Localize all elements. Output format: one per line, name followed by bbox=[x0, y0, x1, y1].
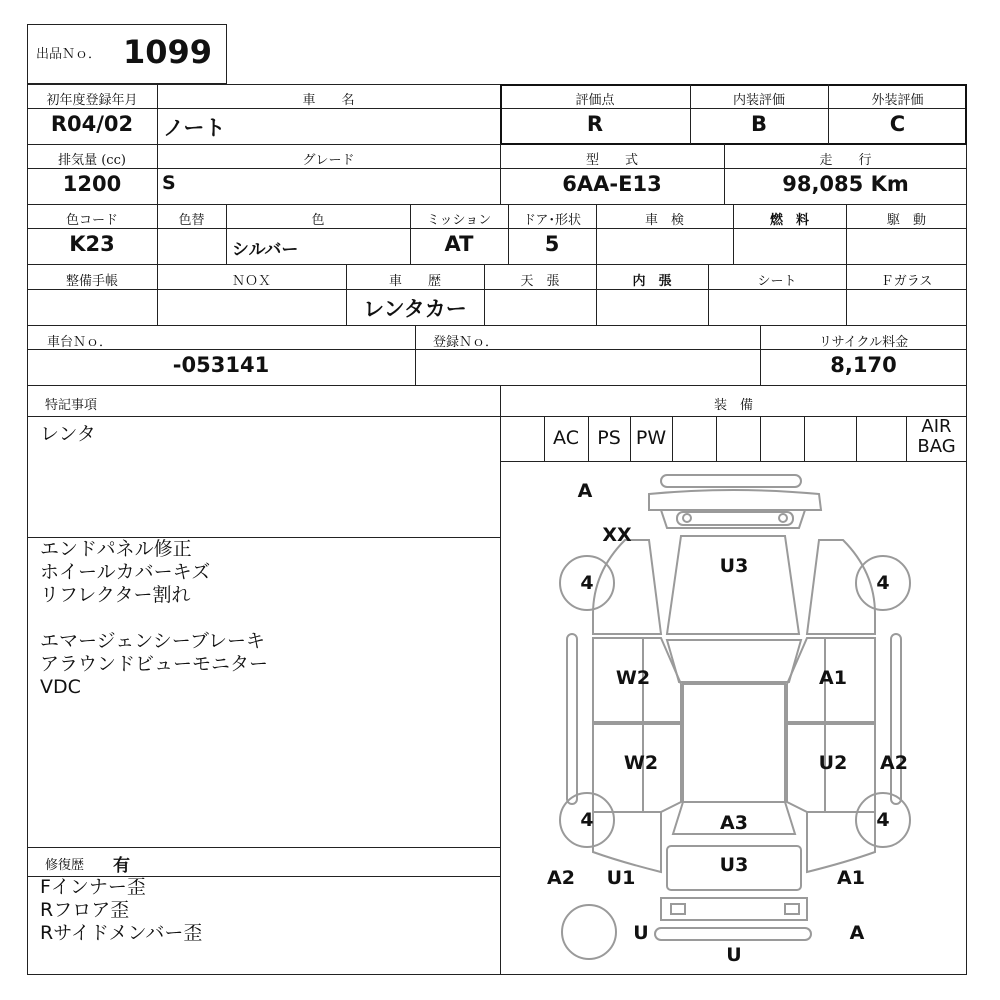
equipment-item: PW bbox=[635, 427, 667, 449]
windshield-shape bbox=[667, 640, 801, 682]
mark-rear-right: A bbox=[849, 922, 865, 944]
grade-value: S bbox=[162, 172, 176, 194]
sill-right-shape bbox=[891, 634, 901, 804]
roof-shape bbox=[683, 684, 785, 802]
grade-label: グレード bbox=[302, 153, 355, 168]
mark-door-r: U2 bbox=[818, 752, 848, 774]
divider bbox=[672, 416, 673, 461]
interior-lining-label: 内 張 bbox=[632, 274, 672, 289]
divider bbox=[27, 264, 967, 265]
mark-spare: U bbox=[633, 922, 649, 944]
seat-label: シート bbox=[757, 274, 797, 289]
divider bbox=[716, 416, 717, 461]
displacement-label: 排気量 (cc) bbox=[58, 153, 126, 168]
rear-light-left bbox=[671, 904, 685, 914]
exterior-value: C bbox=[889, 112, 906, 136]
inspection-label: 車 検 bbox=[644, 213, 684, 228]
divider bbox=[415, 325, 416, 385]
divider bbox=[856, 416, 857, 461]
divider bbox=[27, 168, 967, 169]
score-value: R bbox=[586, 112, 604, 136]
mark-trunk: U3 bbox=[719, 854, 749, 876]
mark-front-panel: XX bbox=[602, 524, 632, 546]
rear-bumper-shape bbox=[655, 928, 811, 940]
history-value: レンタカー bbox=[363, 297, 467, 321]
lot-label: 出品Ｎｏ． bbox=[36, 47, 102, 62]
lot-number: 1099 bbox=[123, 33, 213, 71]
notes-label: 特記事項 bbox=[45, 398, 98, 413]
mileage-label: 走 行 bbox=[819, 153, 872, 168]
door-label: ドア･形状 bbox=[522, 213, 582, 228]
divider bbox=[27, 228, 967, 229]
mileage-value: 98,085 Km bbox=[782, 172, 909, 196]
equipment-item: PS bbox=[597, 427, 621, 449]
mark-quarter-rl: A2 bbox=[547, 867, 575, 889]
front-emblem-shape bbox=[677, 512, 793, 525]
model-label: 型 式 bbox=[585, 153, 638, 168]
mark-rear-bumper: U bbox=[726, 944, 742, 966]
exterior-label: 外装評価 bbox=[871, 93, 924, 108]
color-label: 色 bbox=[311, 213, 325, 228]
displacement-value: 1200 bbox=[62, 172, 122, 196]
maintenance-label: 整備手帳 bbox=[65, 274, 118, 289]
mark-fender-fr: A1 bbox=[819, 667, 847, 689]
mark-tire-rr: 4 bbox=[876, 809, 890, 831]
first-reg-value: R04/02 bbox=[50, 112, 134, 136]
equipment-label: 装 備 bbox=[713, 398, 753, 413]
rear-light-right bbox=[785, 904, 799, 914]
divider bbox=[27, 847, 500, 848]
repair-value: 有 bbox=[113, 856, 130, 876]
interior-label: 内装評価 bbox=[732, 93, 785, 108]
divider bbox=[760, 416, 761, 461]
repair-detail: Fインナー歪 Rフロア歪 Rサイドメンバー歪 bbox=[40, 876, 203, 944]
notes-middle: エンドパネル修正 ホイールカバーキズ リフレクター割れ エマージェンシーブレーキ アラウンドビューモニター VDC bbox=[40, 538, 269, 698]
equipment-item: AC bbox=[553, 427, 579, 449]
car-name-value: ノート bbox=[163, 116, 226, 140]
divider bbox=[804, 416, 805, 461]
nox-label: ＮＯＸ bbox=[231, 274, 271, 289]
color-code-label: 色コード bbox=[65, 213, 118, 228]
color-value: シルバー bbox=[232, 240, 299, 260]
notes-top: レンタ bbox=[40, 423, 96, 445]
chassis-label: 車台Ｎｏ． bbox=[47, 335, 113, 350]
first-reg-label: 初年度登録年月 bbox=[46, 93, 138, 108]
mark-fender-fl: W2 bbox=[615, 667, 651, 689]
divider bbox=[27, 416, 967, 417]
car-name-label: 車 名 bbox=[302, 93, 355, 108]
mark-tire-fr: 4 bbox=[876, 572, 890, 594]
divider bbox=[27, 385, 967, 386]
front-light-right bbox=[779, 514, 787, 522]
chassis-value: -053141 bbox=[172, 353, 270, 377]
roof-label: 天 張 bbox=[520, 274, 560, 289]
divider bbox=[27, 204, 967, 205]
spare-tire-shape bbox=[562, 905, 616, 959]
mark-door-l: W2 bbox=[623, 752, 659, 774]
mission-value: AT bbox=[444, 232, 474, 256]
sill-left-shape bbox=[567, 634, 577, 804]
model-value: 6AA-E13 bbox=[562, 172, 662, 196]
mark-quarter-rl2: U1 bbox=[606, 867, 636, 889]
recycle-value: 8,170 bbox=[830, 353, 897, 377]
car-diagram bbox=[501, 462, 966, 974]
equipment-item: AIR BAG bbox=[917, 416, 956, 457]
lot-box bbox=[27, 24, 227, 84]
color-code-value: K23 bbox=[69, 232, 115, 256]
score-label: 評価点 bbox=[575, 93, 615, 108]
front-bumper-shape bbox=[661, 475, 801, 487]
registration-label: 登録Ｎｏ． bbox=[433, 335, 499, 350]
color-change-label: 色替 bbox=[178, 213, 205, 228]
mission-label: ミッション bbox=[426, 213, 492, 228]
mark-hood: U3 bbox=[719, 555, 749, 577]
divider bbox=[27, 325, 967, 326]
mark-door-r-edge: A2 bbox=[880, 752, 908, 774]
front-light-left bbox=[683, 514, 691, 522]
recycle-label: リサイクル料金 bbox=[818, 335, 909, 350]
door-value: 5 bbox=[544, 232, 560, 256]
divider bbox=[27, 289, 967, 290]
mark-tire-fl: 4 bbox=[580, 572, 594, 594]
drive-label: 駆 動 bbox=[886, 213, 926, 228]
mark-tire-rl: 4 bbox=[580, 809, 594, 831]
front-grille-shape bbox=[649, 490, 821, 510]
fglass-label: Ｆガラス bbox=[880, 274, 933, 289]
history-label: 車 歴 bbox=[388, 274, 441, 289]
mark-roof-rear: A3 bbox=[720, 812, 748, 834]
repair-label: 修復歴 bbox=[45, 858, 85, 873]
interior-value: B bbox=[750, 112, 767, 136]
mark-front-bumper: A bbox=[577, 480, 593, 502]
mark-quarter-rr: A1 bbox=[837, 867, 865, 889]
hood-shape bbox=[667, 536, 799, 634]
fuel-label: 燃 料 bbox=[769, 213, 809, 228]
